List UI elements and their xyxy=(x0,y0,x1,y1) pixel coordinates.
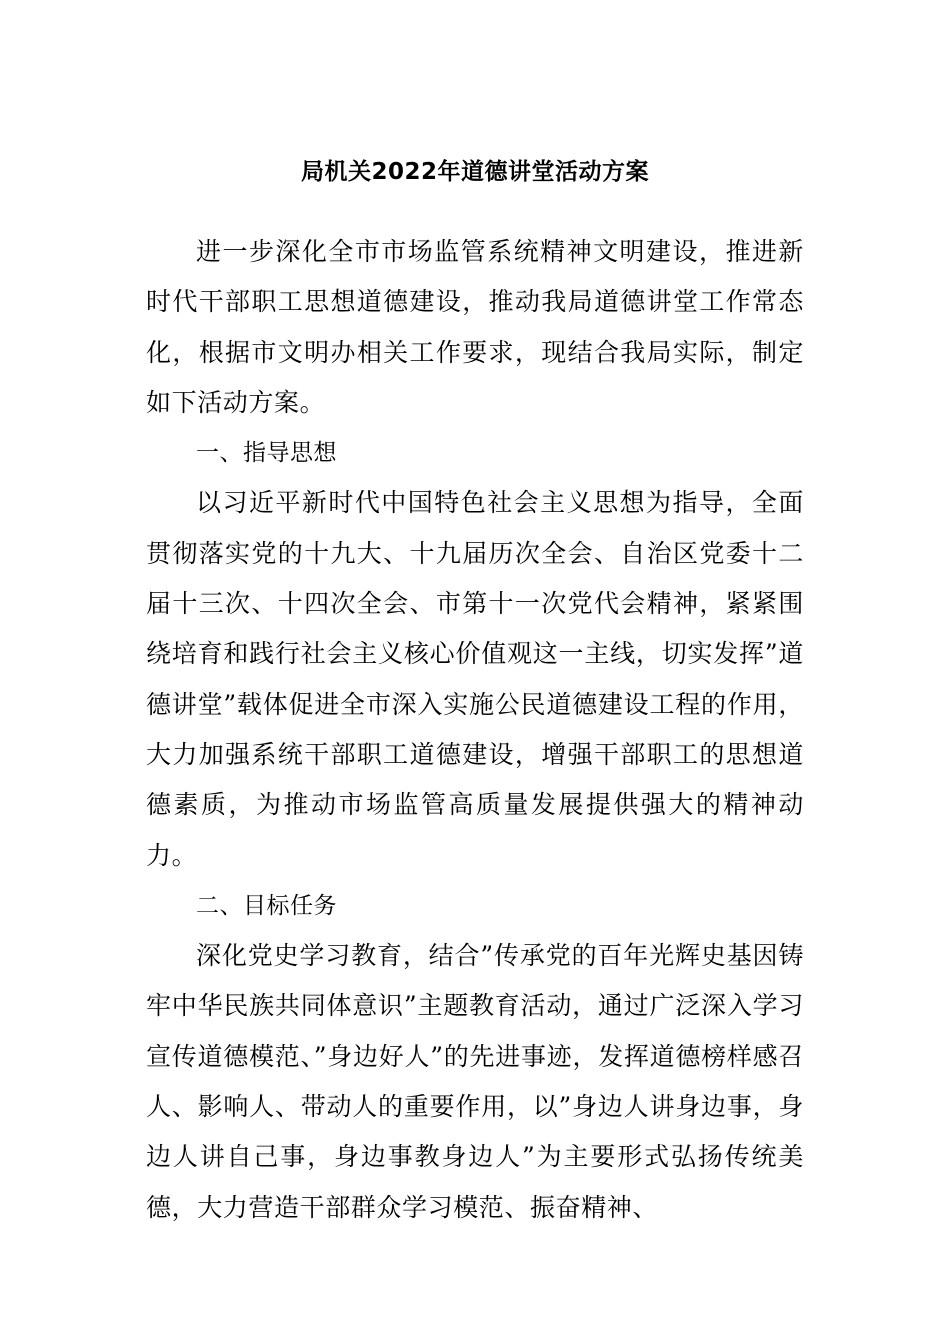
intro-paragraph: 进一步深化全市市场监管系统精神文明建设，推进新时代干部职工思想道德建设，推动我局道德讲堂工作常态化，根据市文明办相关工作要求，现结合我局实际，制定如下活动方案。 xyxy=(146,237,804,417)
section-heading-guiding-ideology: 一、指导思想 xyxy=(196,440,337,467)
document-body xyxy=(146,227,804,1233)
section-heading-goals-tasks: 二、目标任务 xyxy=(196,892,337,919)
document-title: 局机关2022年道德讲堂活动方案 xyxy=(300,159,649,185)
section-body-goals-tasks: 深化党史学习教育，结合”传承党的百年光辉史基因铸牢中华民族共同体意识”主题教育活动，通过广泛深入学习宣传道德模范、”身边好人”的先进事迹，发挥道德榜样感召人、影响人、带动人的重要作用，以”身边人讲身边事，身边人讲自己事，身边事教身边人”为主要形式弘扬传统美德，大力营造干部群众学习模范、振奋精神、 xyxy=(146,941,804,1222)
section-body-guiding-ideology: 以习近平新时代中国特色社会主义思想为指导，全面贯彻落实党的十九大、十九届历次全会、自治区党委十二届十三次、十四次全会、市第十一次党代会精神，紧紧围绕培育和践行社会主义核心价值观这一主线，切实发挥”道德讲堂”载体促进全市深入实施公民道德建设工程的作用，大力加强系统干部职工道德建设，增强干部职工的思想道德素质，为推动市场监管高质量发展提供强大的精神动力。 xyxy=(146,488,804,870)
